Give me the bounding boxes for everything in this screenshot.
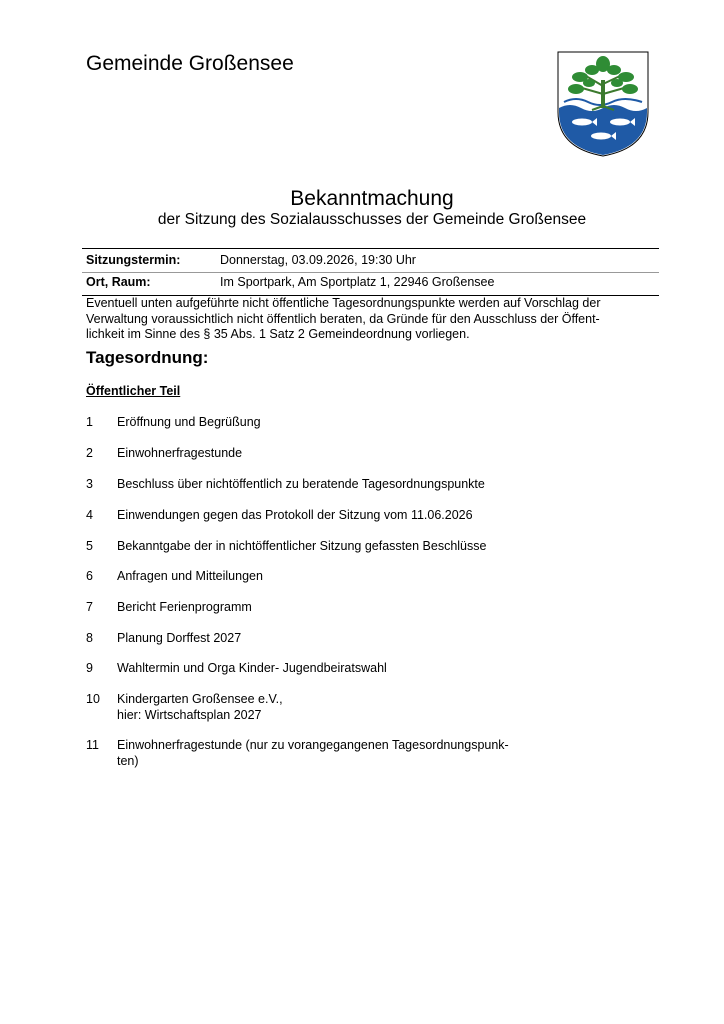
notice-title: Bekanntmachung: [290, 187, 454, 210]
agenda-item-text: Anfragen und Mitteilungen: [117, 569, 263, 583]
meeting-info-table: [82, 247, 659, 291]
agenda-item-number: 8: [86, 631, 93, 645]
coat-of-arms-icon: [556, 50, 650, 158]
agenda-item-text: Bericht Ferienprogramm: [117, 600, 252, 614]
agenda-item-number: 2: [86, 446, 93, 460]
closed-session-note: [86, 296, 646, 343]
agenda-item-text: [117, 691, 557, 723]
agenda-item-text: Eröffnung und Begrüßung: [117, 415, 261, 429]
agenda-item-number: 7: [86, 600, 93, 614]
meeting-place-label: Ort, Raum:: [86, 275, 151, 289]
meeting-date-value: Donnerstag, 03.09.2026, 19:30 Uhr: [220, 253, 416, 267]
agenda-item-number: 10: [86, 692, 100, 706]
note-line: lichkeit im Sinne des § 35 Abs. 1 Satz 2 Gemeindeordnung vorliegen.: [86, 327, 470, 341]
agenda-item-number: 9: [86, 661, 93, 675]
agenda-item-text: Bekanntgabe der in nichtöffentlicher Sitzung gefassten Beschlüsse: [117, 539, 487, 553]
agenda-item-number: 11: [86, 738, 99, 752]
municipality-name: Gemeinde Großensee: [86, 52, 294, 75]
agenda-item-number: 6: [86, 569, 93, 583]
meeting-date-label: Sitzungstermin:: [86, 253, 181, 267]
meeting-place-value: Im Sportpark, Am Sportplatz 1, 22946 Großensee: [220, 275, 495, 289]
agenda-item-line: Kindergarten Großensee e.V.,: [117, 692, 283, 706]
agenda-heading: Tagesordnung:: [86, 348, 209, 367]
agenda-item-line: Einwohnerfragestunde (nur zu vorangegangenen Tagesordnungspunk-: [117, 738, 509, 752]
notice-subtitle: der Sitzung des Sozialausschusses der Gemeinde Großensee: [157, 211, 587, 228]
agenda-item-number: 5: [86, 539, 93, 553]
agenda-item-text: Einwohnerfragestunde: [117, 446, 243, 460]
agenda-item-line: ten): [117, 754, 139, 768]
note-line: Verwaltung voraussichtlich nicht öffentlich beraten, da Gründe für den Ausschluss der Öffent-: [86, 311, 600, 326]
agenda-item-text: Planung Dorffest 2027: [117, 631, 242, 645]
public-section-heading: Öffentlicher Teil: [86, 384, 181, 398]
agenda-item-text: [117, 737, 557, 769]
agenda-item-number: 1: [86, 415, 93, 429]
meeting-date-row: [82, 247, 659, 269]
agenda-item-text: Wahltermin und Orga Kinder- Jugendbeiratswahl: [117, 661, 387, 675]
note-line: Eventuell unten aufgeführte nicht öffentliche Tagesordnungspunkte werden auf Vorschlag der: [86, 296, 601, 310]
agenda-item-number: 4: [86, 508, 93, 522]
agenda-item-line: hier: Wirtschaftsplan 2027: [117, 708, 262, 722]
agenda-item-number: 3: [86, 477, 93, 491]
table-middle-rule: [82, 272, 659, 273]
agenda-item-text: Einwendungen gegen das Protokoll der Sitzung vom 11.06.2026: [117, 508, 473, 522]
agenda-item-text: Beschluss über nichtöffentlich zu beratende Tagesordnungspunkte: [117, 477, 485, 491]
